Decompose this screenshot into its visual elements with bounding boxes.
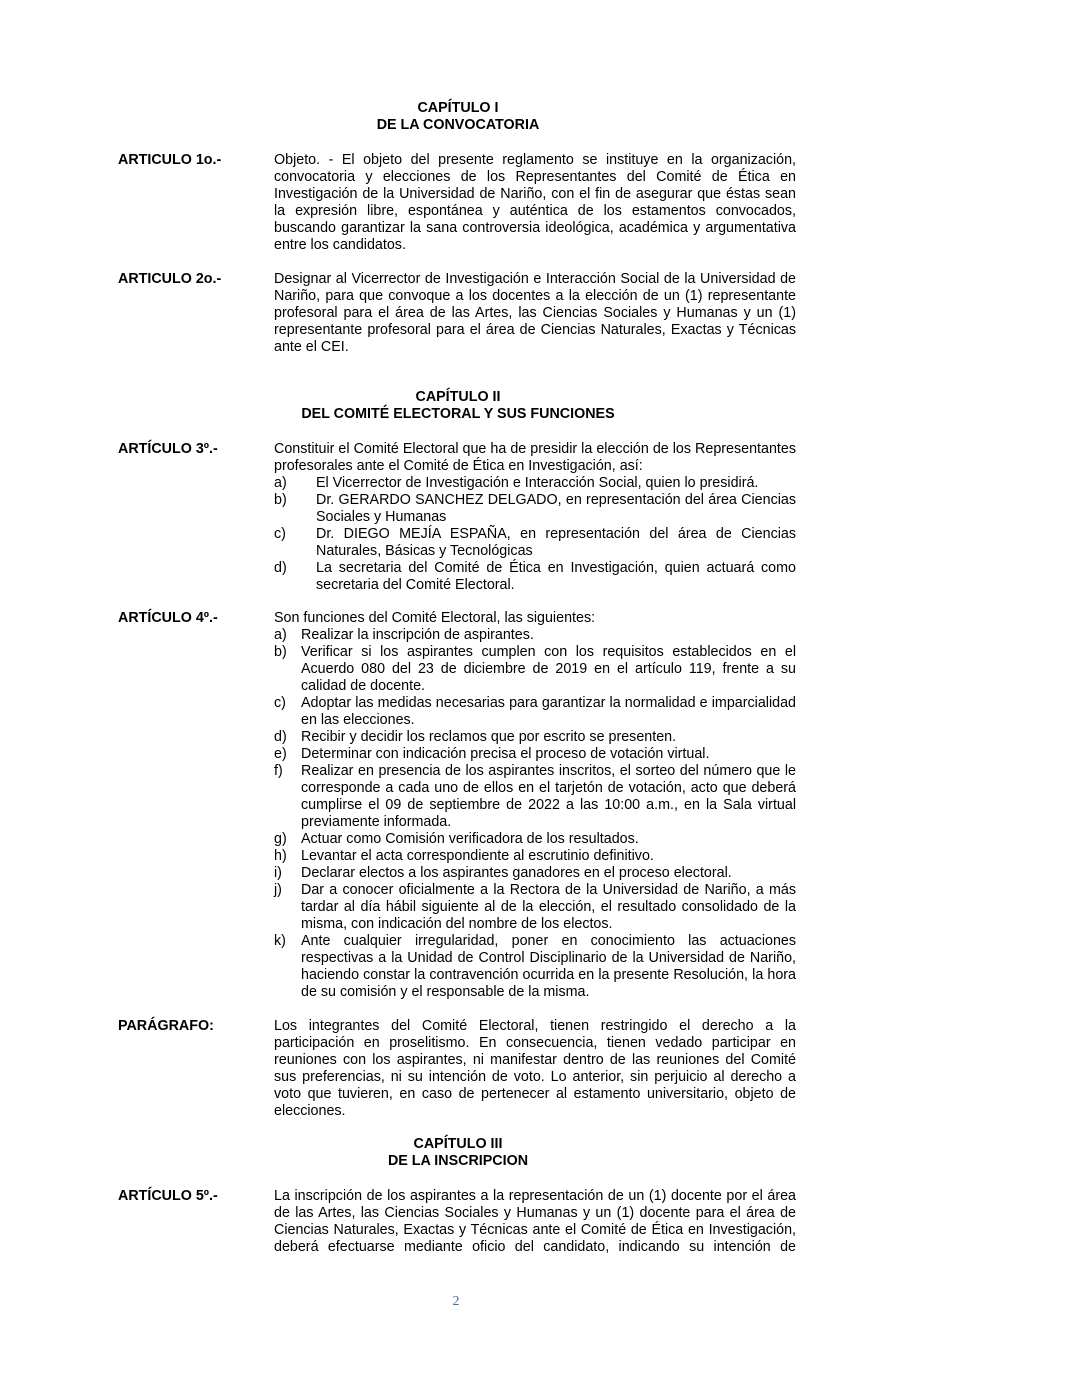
list-text: Dr. GERARDO SANCHEZ DELGADO, en representación del área Ciencias Sociales y Humanas xyxy=(316,492,796,525)
list-text: La secretaria del Comité de Ética en Investigación, quien actuará como secretaria del Comité Electoral. xyxy=(316,560,796,593)
list-marker: a) xyxy=(274,627,287,643)
list-item xyxy=(274,475,796,492)
list-text: Ante cualquier irregularidad, poner en conocimiento las actuaciones respectivas a la Unidad de Control Disciplinario de la Universidad de Nariño, haciendo constar la contravención ocurrida en la presente Resolución, la hora de su comisión y el responsable de la misma. xyxy=(301,933,796,1000)
list-item xyxy=(274,933,796,1001)
article-1-label: ARTICULO 1o.- xyxy=(118,152,222,168)
list-text: Dr. DIEGO MEJÍA ESPAÑA, en representación del área de Ciencias Naturales, Básicas y Tecnológicas xyxy=(316,526,796,559)
article-4-label: ARTÍCULO 4º.- xyxy=(118,610,218,626)
chapter-3-title: CAPÍTULO III xyxy=(413,1136,503,1152)
paragrafo-label: PARÁGRAFO: xyxy=(118,1018,214,1034)
article-1-text: Objeto. - El objeto del presente reglamento se instituye en la organización, convocatoria y elecciones de los Representantes del Comité de Ética en Investigación de la Universidad de Nariño, con el fin de asegurar que éstas sean la expresión libre, espontánea y auténtica de los estamentos convocados, buscando garantizar la sana controversia ideológica, académica y argumentativa entre los candidatos. xyxy=(274,152,796,253)
list-text: Declarar electos a los aspirantes ganadores en el proceso electoral. xyxy=(301,865,732,881)
list-marker: j) xyxy=(274,882,282,898)
paragrafo-text: Los integrantes del Comité Electoral, tienen restringido el derecho a la participación en proselitismo. En consecuencia, tienen vedado participar en reuniones con los aspirantes, ni manifestar dentro de las reuniones del Comité sus preferencias, ni su intención de voto. Lo anterior, sin perjuicio al derecho a voto que tuvieren, en caso de pertenecer al estamento universitario, objeto de elecciones. xyxy=(274,1018,796,1119)
article-3-body xyxy=(274,441,796,594)
list-marker: i) xyxy=(274,865,282,881)
chapter-2-title: CAPÍTULO II xyxy=(415,389,501,405)
article-2-text: Designar al Vicerrector de Investigación e Interacción Social de la Universidad de Nariño, para que convoque a los docentes a la elección de un (1) representante profesoral para el área de las Artes, las Ciencias Sociales y Humanas y un (1) representante profesoral para el área de Ciencias Naturales, Exactas y Técnicas ante el CEI. xyxy=(274,271,796,355)
chapter-3-subtitle: DE LA INSCRIPCION xyxy=(387,1153,529,1169)
list-marker: k) xyxy=(274,933,286,949)
chapter-1-title: CAPÍTULO I xyxy=(417,100,499,116)
list-text: Realizar en presencia de los aspirantes inscritos, el sorteo del número que le corresponde a cada uno de ellos en el tarjetón de votación, acto que deberá cumplirse el 09 de septiembre de 2022 a las 10:00 a.m., en la Sala virtual previamente informada. xyxy=(301,763,796,830)
list-text: Actuar como Comisión verificadora de los resultados. xyxy=(301,831,639,847)
list-marker: h) xyxy=(274,848,287,864)
list-item xyxy=(274,882,796,933)
list-text: Realizar la inscripción de aspirantes. xyxy=(301,627,534,643)
list-marker: e) xyxy=(274,746,287,762)
list-item xyxy=(274,763,796,831)
list-item xyxy=(274,831,796,848)
list-marker: b) xyxy=(274,492,287,508)
article-4-intro: Son funciones del Comité Electoral, las siguientes: xyxy=(274,610,596,626)
article-5-label: ARTÍCULO 5º.- xyxy=(118,1188,218,1204)
list-marker: a) xyxy=(274,475,287,491)
list-item xyxy=(274,848,796,865)
chapter-2-heading xyxy=(120,389,796,423)
chapter-2-subtitle: DEL COMITÉ ELECTORAL Y SUS FUNCIONES xyxy=(301,406,615,422)
list-item xyxy=(274,627,796,644)
article-3-intro: Constituir el Comité Electoral que ha de presidir la elección de los Representantes profesorales ante el Comité de Ética en Investigación, así: xyxy=(274,441,796,474)
list-item xyxy=(274,865,796,882)
article-5-text: La inscripción de los aspirantes a la representación de un (1) docente por el área de las Artes, las Ciencias Sociales y Humanas y un (1) docente para el área de Ciencias Naturales, Exactas y Técnicas ante el Comité de Ética en Investigación, deberá efectuarse mediante oficio del candidato, indicando su intención de xyxy=(274,1188,796,1255)
list-marker: f) xyxy=(274,763,283,779)
list-text: El Vicerrector de Investigación e Interacción Social, quien lo presidirá. xyxy=(316,475,759,491)
list-marker: d) xyxy=(274,560,287,576)
list-item xyxy=(274,746,796,763)
list-text: Levantar el acta correspondiente al escrutinio definitivo. xyxy=(301,848,654,864)
list-item xyxy=(274,695,796,729)
list-item xyxy=(274,644,796,695)
page-number: 2 xyxy=(452,1294,460,1309)
list-item xyxy=(274,492,796,526)
chapter-3-heading xyxy=(120,1136,796,1170)
list-text: Recibir y decidir los reclamos que por escrito se presenten. xyxy=(301,729,677,745)
list-marker: c) xyxy=(274,526,286,542)
list-marker: d) xyxy=(274,729,287,745)
article-2-label: ARTICULO 2o.- xyxy=(118,271,222,287)
article-4-body xyxy=(274,610,796,1001)
list-text: Dar a conocer oficialmente a la Rectora de la Universidad de Nariño, a más tardar al día hábil siguiente al de la elección, el resultado consolidado de la misma, con indicación del nombre de los electos. xyxy=(301,882,796,932)
list-text: Determinar con indicación precisa el proceso de votación virtual. xyxy=(301,746,710,762)
article-3-label: ARTÍCULO 3º.- xyxy=(118,441,218,457)
list-item xyxy=(274,729,796,746)
list-text: Verificar si los aspirantes cumplen con los requisitos establecidos en el Acuerdo 080 del 23 de diciembre de 2019 en el artículo 119, frente a su calidad de docente. xyxy=(301,644,796,694)
chapter-1-subtitle: DE LA CONVOCATORIA xyxy=(376,117,540,133)
list-marker: c) xyxy=(274,695,286,711)
list-item xyxy=(274,560,796,594)
list-item xyxy=(274,526,796,560)
chapter-1-heading xyxy=(120,100,796,134)
list-marker: b) xyxy=(274,644,287,660)
list-marker: g) xyxy=(274,831,287,847)
list-text: Adoptar las medidas necesarias para garantizar la normalidad e imparcialidad en las elecciones. xyxy=(301,695,796,728)
